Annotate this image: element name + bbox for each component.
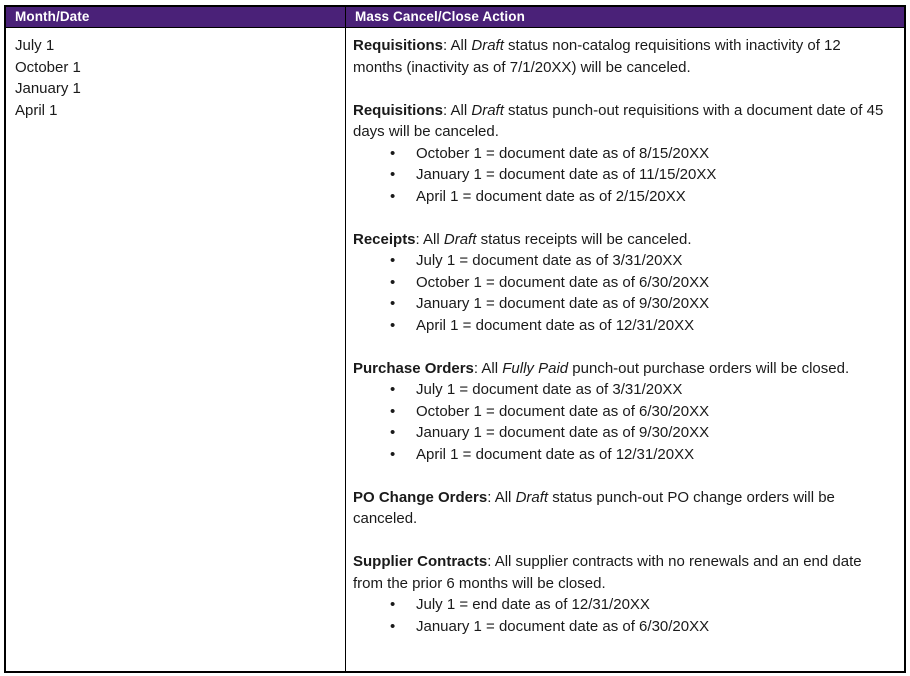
table-header-row — [6, 7, 904, 28]
section-title: PO Change Orders — [353, 488, 488, 506]
bullet-list — [353, 594, 892, 637]
bullet-item: • January 1 = document date as of 6/30/20XX — [353, 616, 892, 638]
section-text-continued: status receipts will be canceled. — [476, 230, 692, 248]
section-status-italic: Fully Paid — [502, 359, 569, 377]
section-title: Supplier Contracts — [353, 553, 488, 570]
section-text: : All — [443, 37, 472, 54]
section-status-italic: Draft — [471, 101, 504, 119]
bullet-item: • July 1 = end date as of 12/31/20XX — [353, 594, 892, 616]
section-paragraph — [353, 100, 892, 143]
mass-cancel-close-table — [4, 5, 906, 673]
bullet-list — [353, 379, 892, 465]
bullet-item: • October 1 = document date as of 6/30/20XX — [353, 401, 892, 423]
action-section — [353, 100, 892, 208]
section-text-continued: status punch-out requisitions with a document date of 45 days will be canceled. — [353, 101, 884, 140]
section-text-continued: status punch-out PO change orders will be canceled. — [353, 488, 835, 527]
bullet-item: • April 1 = document date as of 2/15/20XX — [353, 186, 892, 208]
bullet-item: • January 1 = document date as of 9/30/20XX — [353, 293, 892, 315]
section-text: : All supplier contracts with no renewals and an end date from the prior 6 months will be closed. — [353, 553, 862, 592]
section-title: Requisitions — [353, 101, 444, 119]
action-section — [353, 487, 892, 530]
month-date-item: July 1 — [15, 37, 55, 54]
month-date-item: January 1 — [15, 80, 81, 97]
action-section — [353, 358, 892, 466]
action-section — [353, 229, 892, 337]
bullet-item: • January 1 = document date as of 11/15/20XX — [353, 164, 892, 186]
bullet-list — [353, 250, 892, 336]
section-paragraph — [353, 35, 892, 78]
section-title: Receipts — [353, 230, 416, 248]
section-text: : All — [415, 230, 444, 248]
bullet-item: • October 1 = document date as of 8/15/20XX — [353, 143, 892, 165]
month-date-item: April 1 — [15, 101, 58, 119]
month-date-cell — [6, 28, 346, 671]
section-paragraph — [353, 358, 892, 380]
bullet-item: • January 1 = document date as of 9/30/20XX — [353, 422, 892, 444]
actions-cell — [346, 28, 904, 671]
action-section — [353, 35, 892, 78]
month-date-item: October 1 — [15, 58, 81, 76]
bullet-item: • October 1 = document date as of 6/30/20XX — [353, 272, 892, 294]
section-paragraph — [353, 551, 892, 594]
section-text: : All — [443, 101, 472, 119]
bullet-item: • July 1 = document date as of 3/31/20XX — [353, 379, 892, 401]
section-text: : All — [487, 488, 516, 506]
section-paragraph — [353, 229, 892, 251]
section-title: Requisitions — [353, 37, 444, 54]
column-header-month-date: Month/Date — [6, 7, 346, 27]
section-paragraph — [353, 487, 892, 530]
section-status-italic: Draft — [471, 37, 504, 54]
section-status-italic: Draft — [515, 488, 549, 506]
table-body-row — [6, 28, 904, 671]
bullet-item: • April 1 = document date as of 12/31/20XX — [353, 315, 892, 337]
section-title: Purchase Orders — [353, 359, 474, 377]
bullet-item: • July 1 = document date as of 3/31/20XX — [353, 250, 892, 272]
section-text-continued: status non-catalog requisitions with inactivity of 12 months (inactivity as of 7/1/20XX) will be canceled. — [353, 37, 841, 76]
action-section — [353, 551, 892, 637]
column-header-mass-cancel-close-action: Mass Cancel/Close Action — [355, 9, 525, 24]
section-status-italic: Draft — [443, 230, 477, 248]
bullet-item: • April 1 = document date as of 12/31/20XX — [353, 444, 892, 466]
section-text: : All — [473, 359, 503, 377]
bullet-list — [353, 143, 892, 208]
section-text-continued: punch-out purchase orders will be closed. — [568, 359, 850, 377]
